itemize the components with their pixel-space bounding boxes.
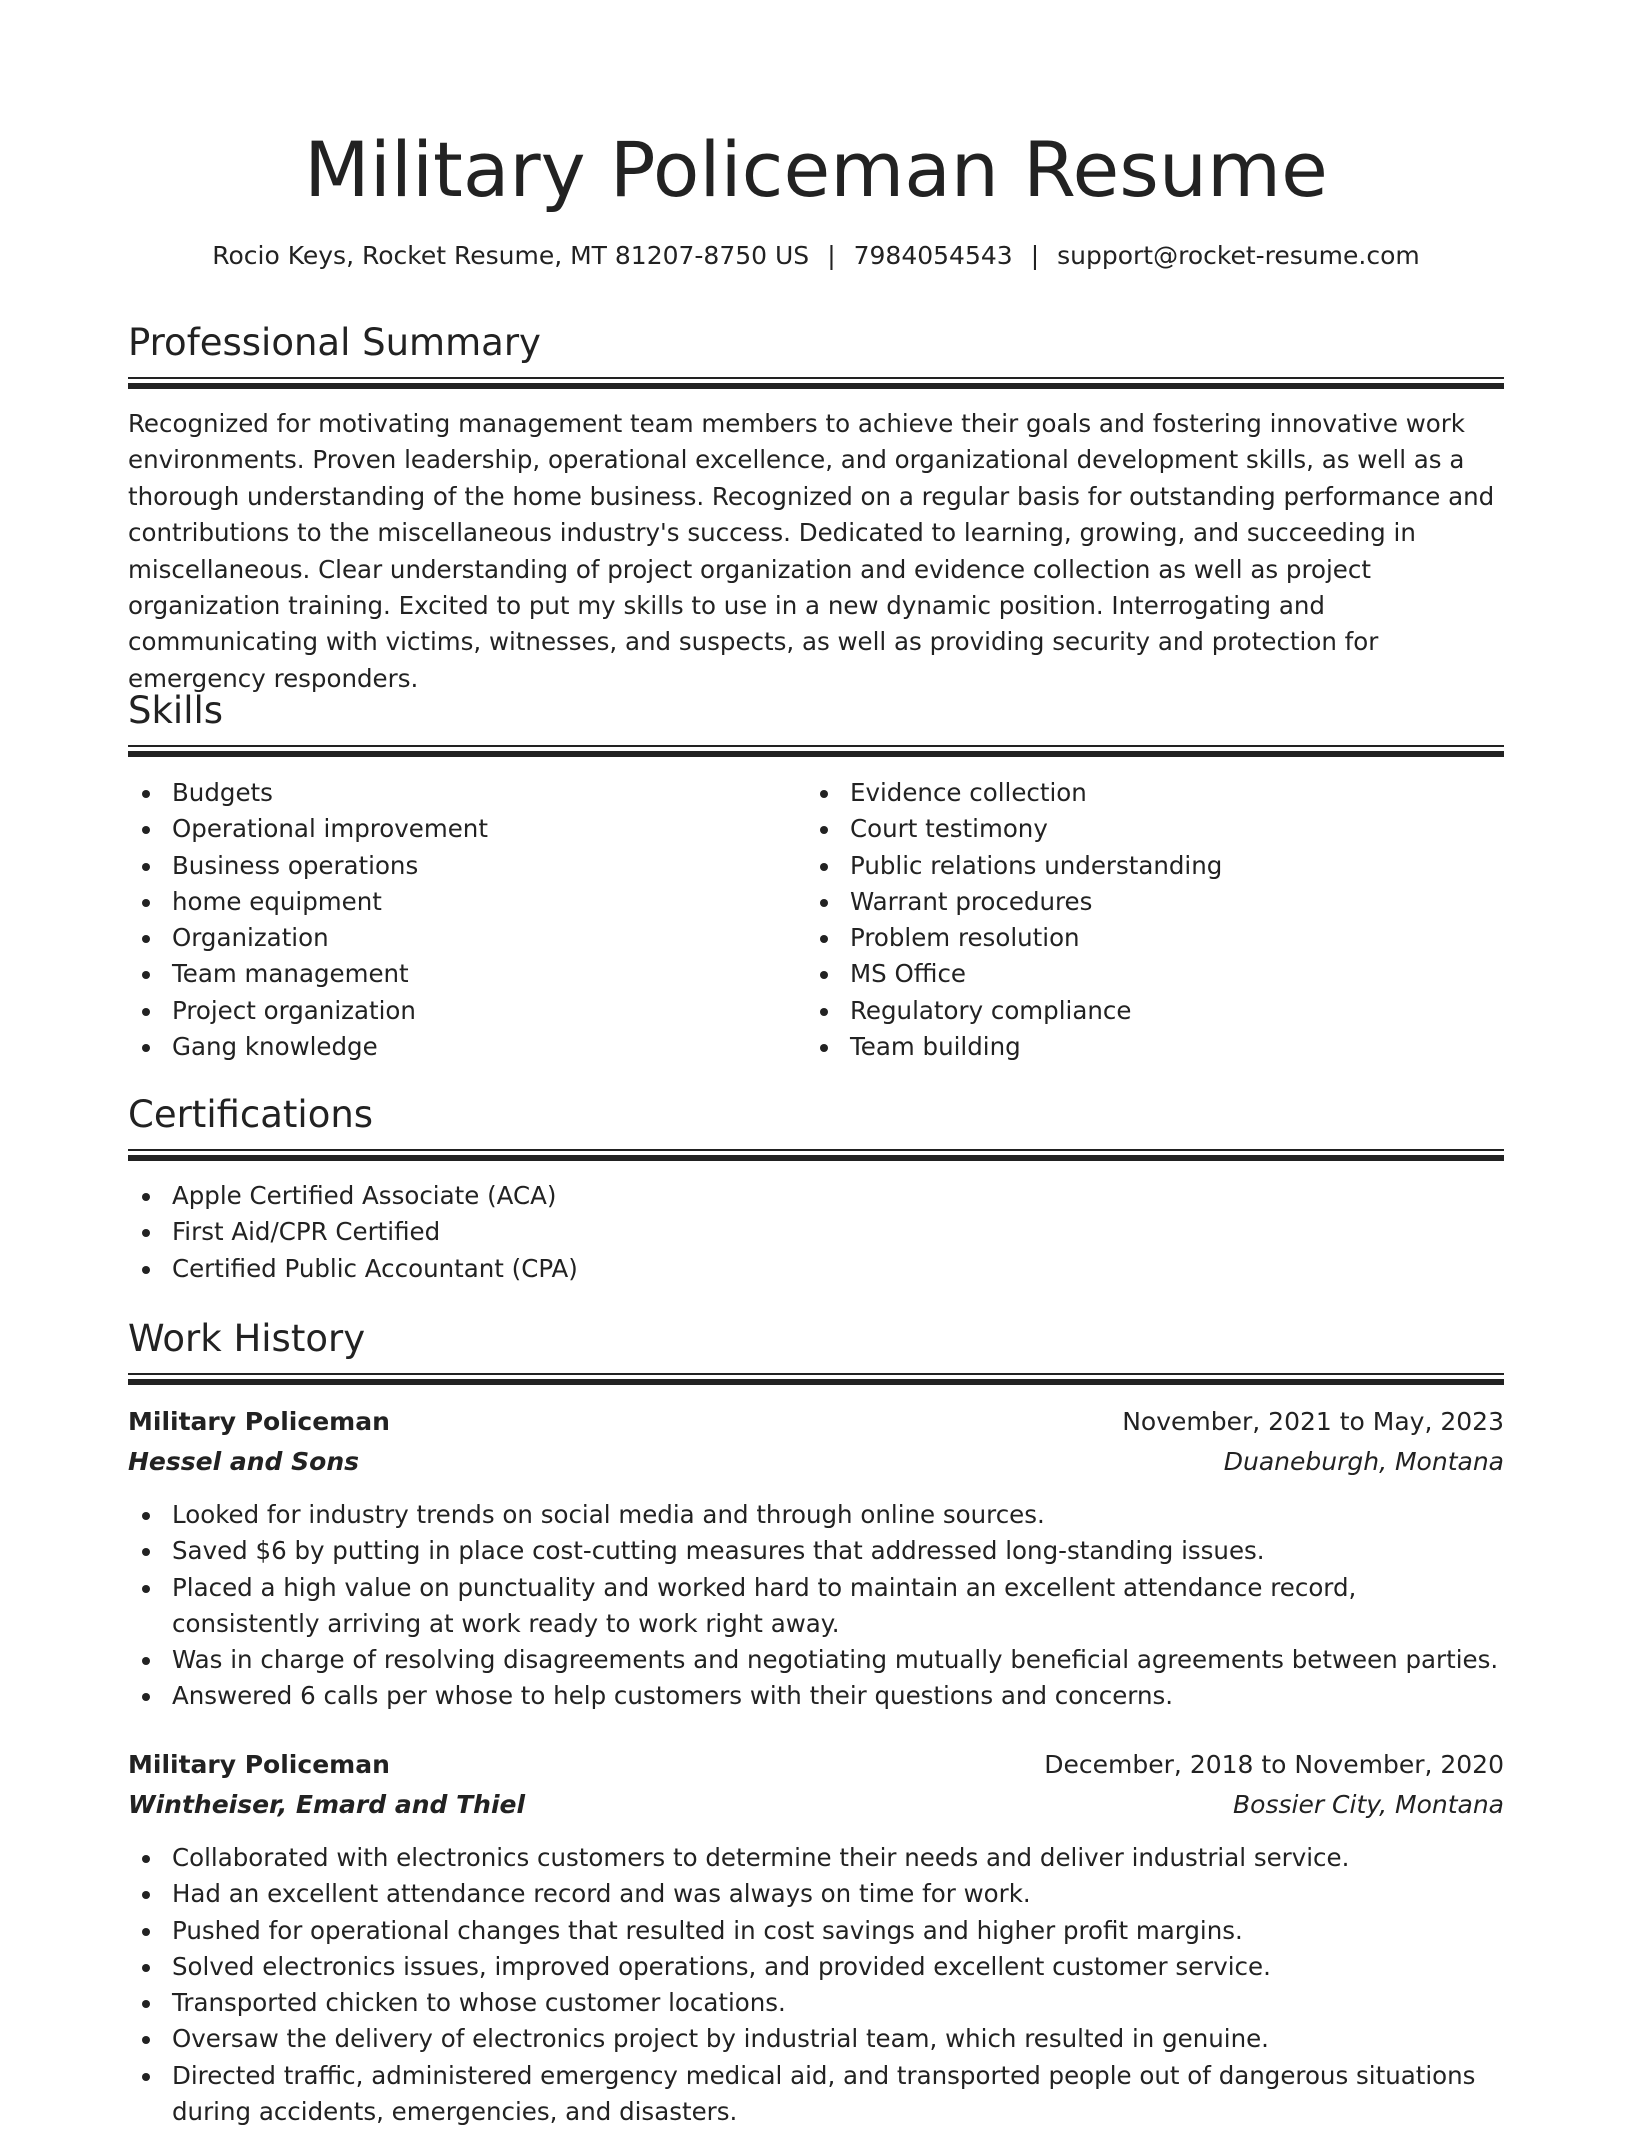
section-divider	[128, 745, 1504, 756]
skill-item: Organization	[128, 920, 788, 956]
contact-separator: |	[827, 241, 836, 270]
skill-item: Court testimony	[806, 811, 1466, 847]
job-duties	[128, 1497, 1504, 1715]
skill-item: Team building	[806, 1029, 1466, 1065]
job-duty-item: Directed traffic, administered emergency medical aid, and transported people out of dangerous situations during accidents, emergencies, and disasters.	[128, 2058, 1504, 2130]
work-history-heading: Work History	[128, 1317, 366, 1360]
contact-email: support@rocket-resume.com	[1057, 241, 1420, 270]
job-duty-item: Solved electronics issues, improved operations, and provided excellent customer service.	[128, 1949, 1504, 1985]
skills-column-left	[128, 775, 788, 1065]
resume-title: Military Policeman Resume	[304, 125, 1328, 214]
job-location: Duaneburgh, Montana	[1223, 1447, 1504, 1476]
certification-item: Certified Public Accountant (CPA)	[128, 1251, 1504, 1287]
contact-separator: |	[1030, 241, 1040, 270]
skill-item: Operational improvement	[128, 811, 788, 847]
job-duty-item: Placed a high value on punctuality and worked hard to maintain an excellent attendance record, consistently arriving at work ready to work right away.	[128, 1570, 1504, 1643]
skill-item: home equipment	[128, 884, 788, 920]
skill-item: Team management	[128, 956, 788, 992]
certifications-block	[128, 1178, 1504, 1287]
skill-item: Warrant procedures	[806, 884, 1466, 920]
skills-list-left	[128, 775, 788, 1065]
job-duty-item: Oversaw the delivery of electronics project by industrial team, which resulted in genuine.	[128, 2021, 1504, 2057]
skill-item: Gang knowledge	[128, 1029, 788, 1065]
skills-list-right	[806, 775, 1466, 1065]
job-duties-list	[128, 1497, 1504, 1715]
job-company: Wintheiser, Emard and Thiel	[128, 1790, 526, 1819]
skill-item: Budgets	[128, 775, 788, 811]
job-duty-item: Was in charge of resolving disagreements and negotiating mutually beneficial agreements between parties.	[128, 1642, 1504, 1678]
contact-line	[128, 236, 1504, 276]
section-divider	[128, 1149, 1504, 1160]
skill-item: Project organization	[128, 993, 788, 1029]
job-title: Military Policeman	[128, 1750, 390, 1779]
certification-item: Apple Certified Associate (ACA)	[128, 1178, 1504, 1214]
skill-item: Evidence collection	[806, 775, 1466, 811]
job-duty-item: Collaborated with electronics customers to determine their needs and deliver industrial service.	[128, 1840, 1504, 1876]
skills-heading: Skills	[128, 689, 224, 732]
job-duty-item: Saved $6 by putting in place cost-cutting measures that addressed long-standing issues.	[128, 1533, 1504, 1569]
certifications-list	[128, 1178, 1504, 1287]
summary-text: Recognized for motivating management team members to achieve their goals and fostering innovative work environments. Proven leadership, operational excellence, and organizational development skills, as well as a thorough understanding of the home business. Recognized on a regular basis for outstanding performance and contributions to the miscellaneous industry's success. Dedicated to learning, growing, and succeeding in miscellaneous. Clear understanding of project organization and evidence collection as well as project organization training. Excited to put my skills to use in a new dynamic position. Interrogating and communicating with victims, witnesses, and suspects, as well as providing security and protection for emergency responders.	[128, 409, 1495, 693]
certification-item: First Aid/CPR Certified	[128, 1214, 1504, 1250]
job-company: Hessel and Sons	[128, 1447, 359, 1476]
job-title: Military Policeman	[128, 1407, 390, 1436]
job-duties-list	[128, 1840, 1504, 2130]
job-dates: November, 2021 to May, 2023	[1122, 1407, 1504, 1436]
job-duty-item: Transported chicken to whose customer locations.	[128, 1985, 1504, 2021]
job-duty-item: Had an excellent attendance record and was always on time for work.	[128, 1876, 1504, 1912]
job-location: Bossier City, Montana	[1233, 1790, 1504, 1819]
skill-item: Problem resolution	[806, 920, 1466, 956]
skill-item: Business operations	[128, 848, 788, 884]
job-duty-item: Answered 6 calls per whose to help customers with their questions and concerns.	[128, 1678, 1504, 1714]
skill-item: Public relations understanding	[806, 848, 1466, 884]
summary-heading: Professional Summary	[128, 321, 541, 364]
certifications-heading: Certifications	[128, 1093, 374, 1136]
job-duty-item: Looked for industry trends on social media and through online sources.	[128, 1497, 1504, 1533]
skill-item: MS Office	[806, 956, 1466, 992]
job-dates: December, 2018 to November, 2020	[1044, 1750, 1504, 1779]
skill-item: Regulatory compliance	[806, 993, 1466, 1029]
job-duty-item: Pushed for operational changes that resulted in cost savings and higher profit margins.	[128, 1913, 1504, 1949]
job-duties	[128, 1840, 1504, 2130]
contact-address: Rocio Keys, Rocket Resume, MT 81207-8750 US	[212, 241, 810, 270]
section-divider	[128, 377, 1504, 388]
section-divider	[128, 1373, 1504, 1384]
contact-phone: 7984054543	[853, 241, 1013, 270]
skills-column-right	[806, 775, 1466, 1065]
